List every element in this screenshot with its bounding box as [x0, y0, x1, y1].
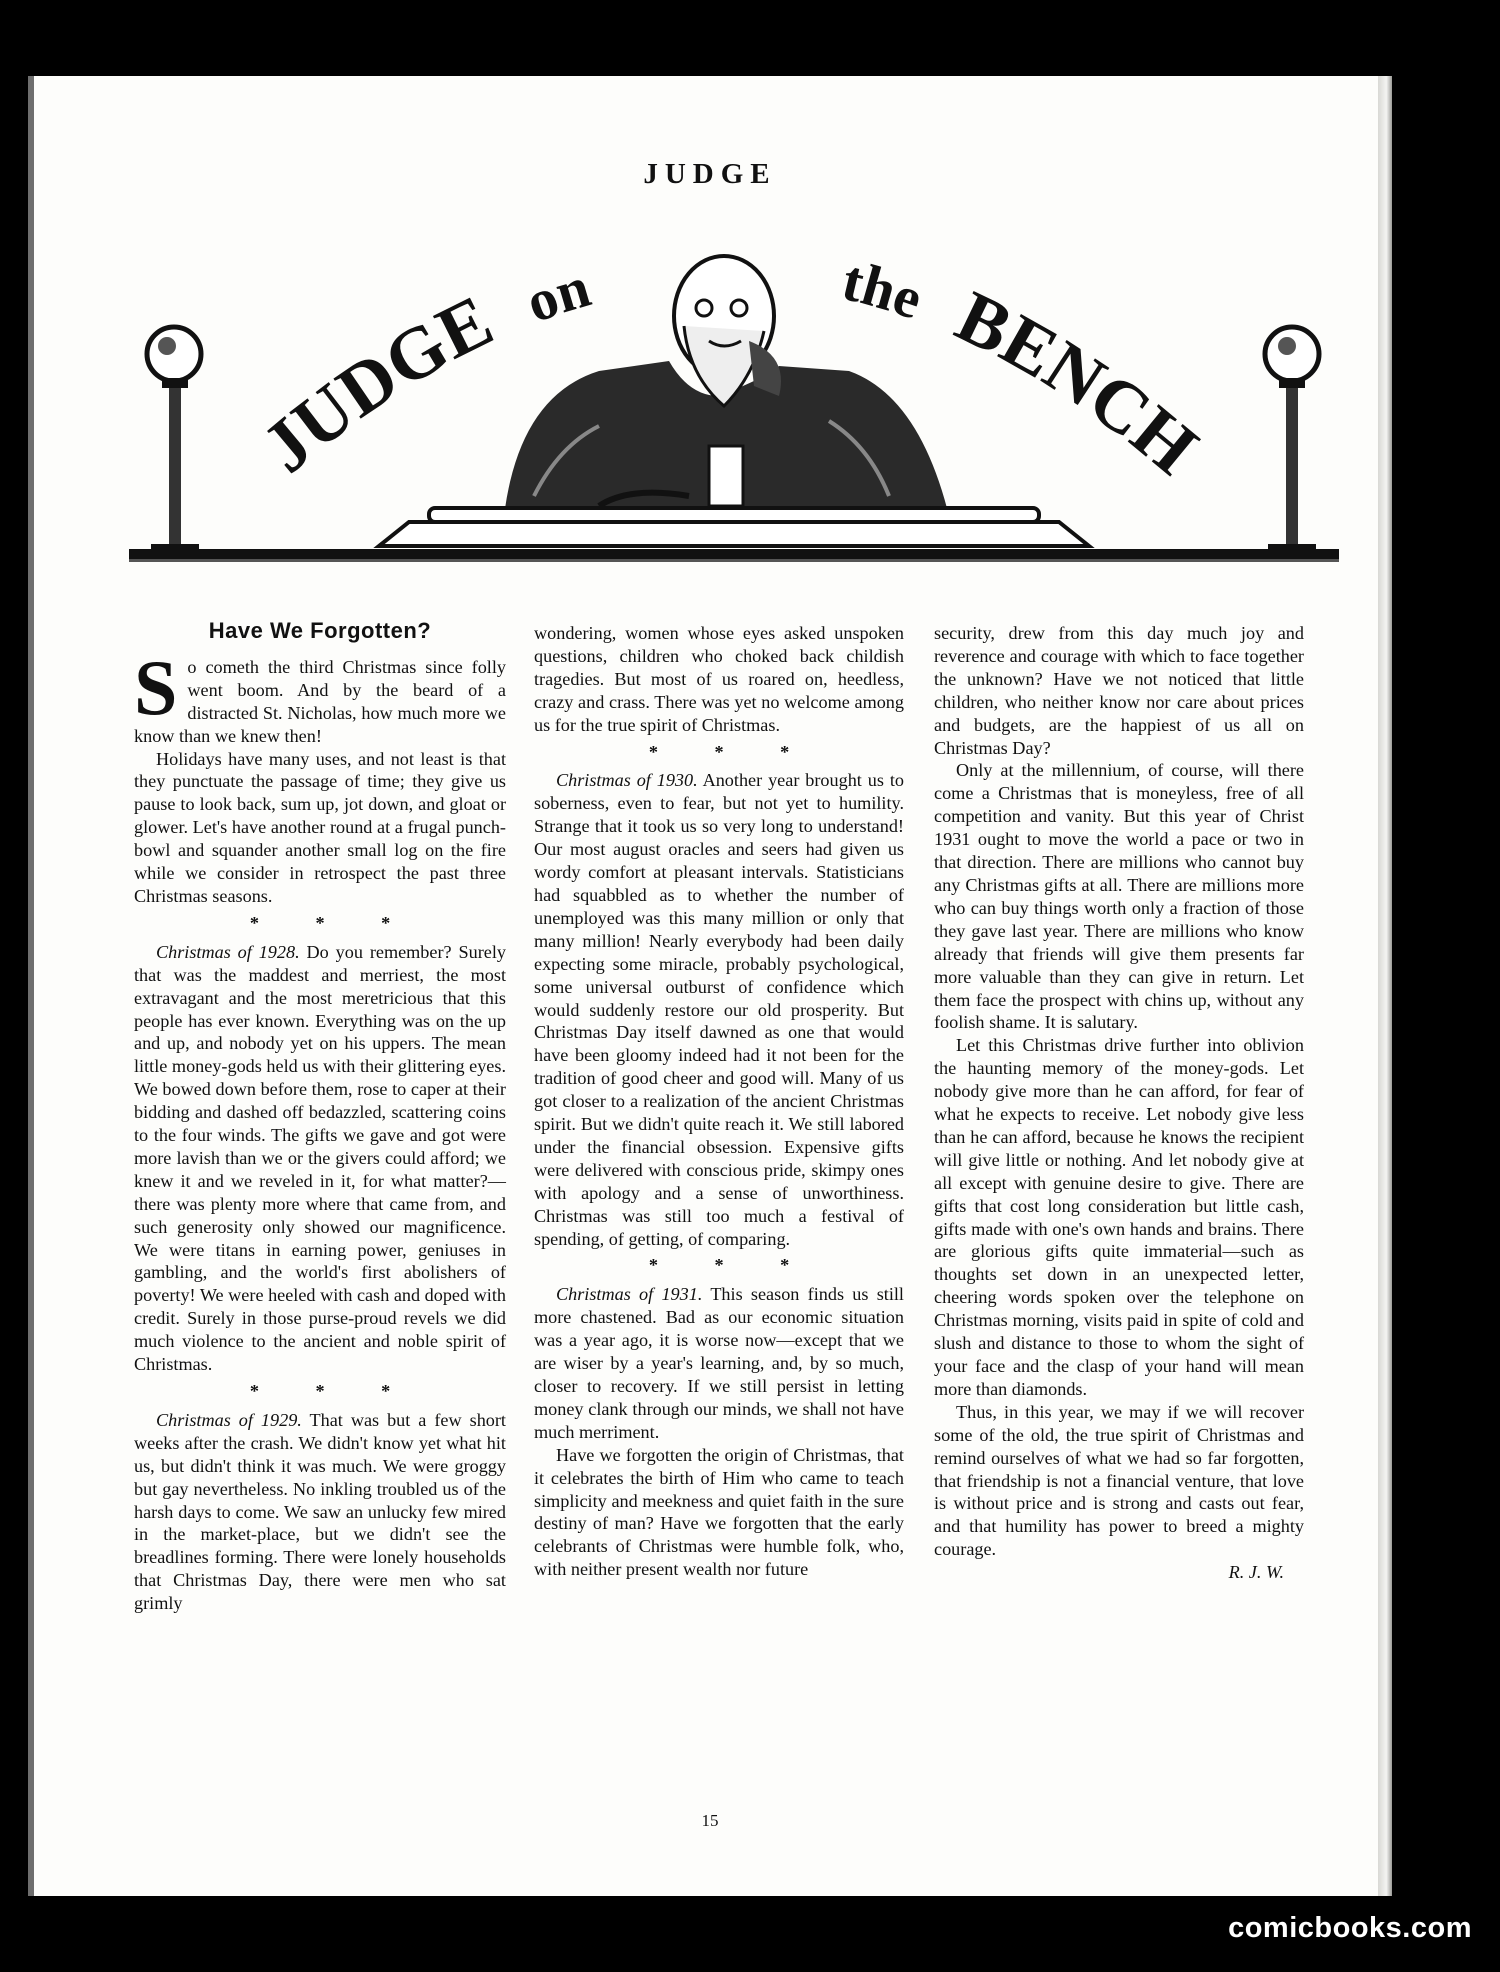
right-lamp-icon: [1265, 327, 1319, 556]
header-illustration: [129, 246, 1339, 586]
article-column-1: [134, 620, 506, 1615]
paragraph: Only at the millennium, of course, will there come a Christmas that is moneyless, free of all competition and vanity. But this year of Christ 1931 ought to move the world a pace or two in that direction. There are millions who cannot buy any Christmas gifts at all. There are millions more who can buy things worth only a fraction of those they gave last year. There are millions who know already that friends will give them presents far more valuable than they can give in return. Let them face the prospect with chins up, without any foolish shame. It is salutary.: [934, 760, 1304, 1033]
section-text: This season finds us still more chastened. Bad as our economic situation was a year ago, it is worse now—except that we are wiser by a year's learning, and, by so much, closer to recovery. If we still persist in letting money clank through our minds, we shall not have much merriment.: [534, 1284, 904, 1442]
article-column-3: [934, 622, 1304, 1584]
bench-icon: [129, 508, 1339, 562]
author-signature: R. J. W.: [1228, 1562, 1284, 1583]
paragraph: security, drew from this day much joy and reverence and courage with which to face together the unknown? Have we not noticed that little children, who neither know nor care about prices and budgets, are the happiest of us all on Christmas Day?: [934, 623, 1304, 758]
title-word-bench: BENCH: [944, 275, 1213, 491]
left-lamp-icon: [147, 327, 201, 556]
section-divider: * * *: [249, 912, 417, 933]
paragraph: Let this Christmas drive further into oblivion the haunting memory of the money-gods. Let nobody give more than he can afford, for fear of what he expects to receive. Let nobody give less than he can afford, because he knows the recipient will give little or nothing. And let nobody give at all except with genuine desire to give. There are gifts that cost long consideration but little cash, gifts made with one's own hands and brains. There are glorious gifts quite immaterial—such as thoughts set down in an unexpected letter, cheering words spoken over the telephone on Christmas morning, visits paid in spite of cold and slush and distance to those to whom the sight of your face and the clasp of your hand will mean more than diamonds.: [934, 1035, 1304, 1399]
section-heading: Christmas of 1931.: [556, 1284, 703, 1305]
magazine-page: [28, 76, 1386, 1896]
section-heading: Christmas of 1930.: [556, 770, 698, 791]
paragraph: Thus, in this year, we may if we will recover some of the old, the true spirit of Christmas and remind ourselves of what we had so far forgotten, that friendship is not a financial venture, that love is without price and is strong and casts out fear, and that humility has power to breed a mighty courage.: [934, 1401, 1304, 1560]
section-text: That was but a few short weeks after the crash. We didn't know yet what hit us, but didn't think it was much. We were groggy but gay nevertheless. No inkling troubled us of the harsh days to come. We saw an unlucky few mired in the market-place, but we didn't see the breadlines forming. There were lonely households that Christmas Day, there were men who sat grimly: [134, 1409, 506, 1614]
page-number: 15: [701, 1811, 719, 1830]
title-word-judge: JUDGE: [247, 279, 506, 489]
section-divider: * * *: [648, 741, 816, 762]
section-text: Do you remember? Surely that was the maddest and merriest, the most extravagant and the most meretricious that this people has ever known. Everything was on the up and up, and nobody yet on his uppers. The mean little money-gods held us with their glittering eyes. We bowed down before them, rose to caper at their bidding and dashed off bedazzled, scattering coins to the four winds. The gifts we gave and got were more lavish than we or the givers could afford; we knew it and we reveled in it, for what matter?—there was plenty more where that came from, and such generosity only showed our magnificence. We were titans in earning power, geniuses in gambling, and the world's first abolishers of poverty! We were heeled with cash and doped with credit. Surely in those purse-proud revels we did much violence to the ancient and noble spirit of Christmas.: [134, 941, 506, 1375]
paragraph: [134, 1409, 506, 1615]
paragraph: [134, 941, 506, 1376]
section-heading: Christmas of 1928.: [156, 941, 300, 962]
site-watermark: comicbooks.com: [1228, 1912, 1472, 1944]
drop-cap: S: [134, 643, 178, 731]
paragraph: Have we forgotten the origin of Christmas, that it celebrates the birth of Him who came to teach simplicity and meekness and quiet faith in the sure destiny of man? Have we forgotten that the early celebrants of Christmas were humble folk, who, with neither present wealth nor future: [534, 1444, 904, 1580]
article-column-2: [534, 622, 904, 1581]
opening-paragraph: [134, 643, 506, 748]
paragraph: [534, 1283, 904, 1443]
title-word-on: on: [517, 253, 598, 335]
article-headline: Have We Forgotten?: [208, 618, 432, 643]
paragraph: [534, 769, 904, 1250]
page-edge: [1378, 76, 1392, 1896]
paragraph: wondering, women whose eyes asked unspoken questions, children who choked back childish tragedies. But most of us roared on, heedless, crazy and crass. There was yet no welcome among us for the true spirit of Christmas.: [534, 623, 904, 735]
section-divider: * * *: [249, 1381, 417, 1401]
paragraph: Holidays have many uses, and not least is that they punctuate the passage of time; they give us pause to look back, sum up, jot down, and gloat or glower. Let's have another round at a frugal punch-bowl and squander another small log on the fire while we consider in retrospect the past three Christmas seasons.: [134, 748, 506, 906]
section-heading: Christmas of 1929.: [156, 1409, 302, 1430]
section-divider: * * *: [648, 1255, 816, 1276]
masthead: JUDGE: [643, 158, 777, 190]
section-text: Another year brought us to soberness, even to fear, but not yet to humility. Strange that it took us so very long to understand! Our most august oracles and seers had given us wordy comfort at pleasant intervals. Statisticians had squabbled as to whether the number of unemployed was this many million or only that many million! Nearly everybody had been daily expecting some miracle, probably psychological, some universal outburst of confidence which would suddenly restore our old prosperity. But Christmas Day itself dawned as one that would have been gloomy indeed had it not been for the tradition of good cheer and good will. Many of us got closer to a realization of the ancient Christmas spirit. But we didn't quite reach it. We still labored under the financial obsession. Expensive gifts were delivered with conscious pride, skimpy ones with apology and a sense of unworthiness. Christmas was still too much a festival of spending, of getting, of comparing.: [534, 770, 904, 1249]
title-word-the: the: [836, 247, 931, 332]
opening-text: o cometh the third Christmas since folly went boom. And by the beard of a distracted St. Nicholas, how much more we know than we knew then!: [134, 656, 506, 746]
